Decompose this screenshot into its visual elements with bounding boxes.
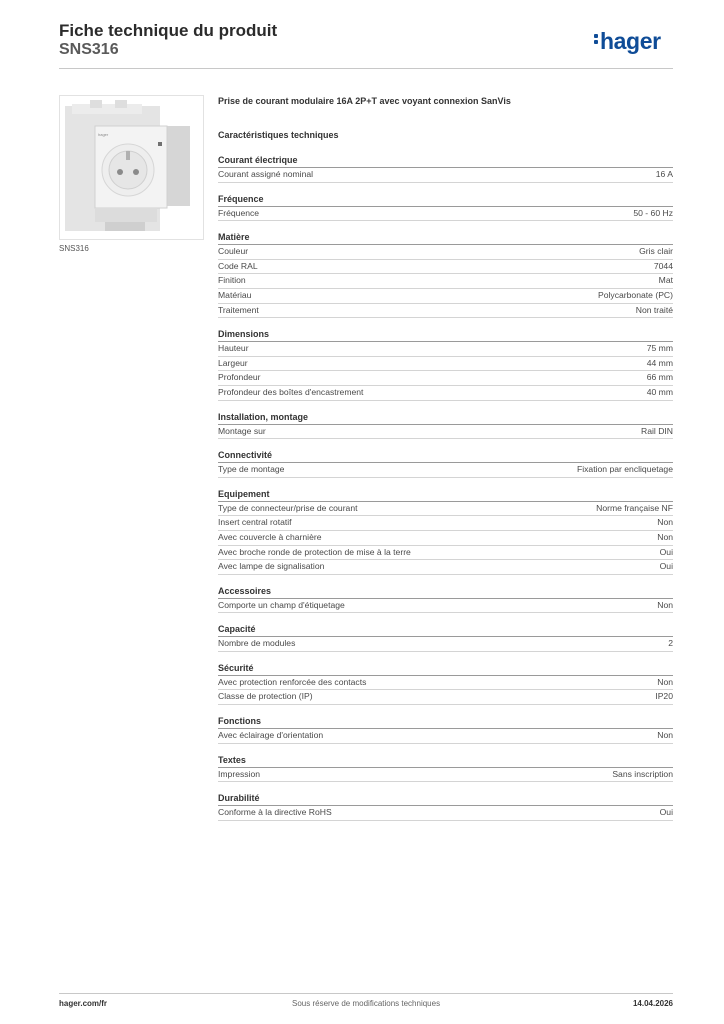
module-brand-label: hager (98, 132, 109, 137)
spec-row (218, 690, 673, 705)
spec-row (218, 768, 673, 783)
spec-group-title: Accessoires (218, 585, 673, 599)
specs-title: Caractéristiques techniques (218, 130, 339, 140)
spec-group-title: Textes (218, 754, 673, 768)
spec-label: Code RAL (218, 260, 258, 271)
product-description: Prise de courant modulaire 16A 2P+T avec voyant connexion SanVis (218, 96, 511, 106)
spec-row (218, 289, 673, 304)
spec-group (218, 328, 673, 400)
spec-group (218, 623, 673, 652)
spec-group (218, 585, 673, 614)
spec-row (218, 531, 673, 546)
spec-value: Mat (658, 275, 673, 286)
spec-label: Largeur (218, 357, 248, 368)
spec-row (218, 806, 673, 821)
spec-row (218, 357, 673, 372)
spec-label: Couleur (218, 246, 249, 257)
spec-row (218, 560, 673, 575)
spec-row (218, 502, 673, 517)
spec-group (218, 754, 673, 783)
spec-group-title: Dimensions (218, 328, 673, 342)
specs-table (218, 154, 673, 831)
spec-row (218, 425, 673, 440)
spec-row (218, 676, 673, 691)
spec-row (218, 245, 673, 260)
footer-website-link[interactable]: hager.com/fr (59, 999, 108, 1008)
spec-group (218, 662, 673, 705)
spec-label: Type de connecteur/prise de courant (218, 502, 358, 513)
spec-value: Non (657, 517, 673, 528)
spec-label: Avec protection renforcée des contacts (218, 676, 367, 687)
spec-label: Fréquence (218, 207, 260, 218)
spec-label: Nombre de modules (218, 638, 296, 649)
spec-value: Gris clair (639, 246, 673, 257)
spec-group-title: Sécurité (218, 662, 673, 676)
spec-label: Classe de protection (IP) (218, 691, 313, 702)
footer-disclaimer: Sous réserve de modifications techniques (292, 999, 441, 1008)
spec-label: Impression (218, 768, 261, 779)
spec-label: Insert central rotatif (218, 517, 292, 528)
spec-value: 44 mm (646, 357, 673, 368)
spec-value: 2 (668, 638, 673, 649)
spec-row (218, 304, 673, 319)
spec-value: 40 mm (646, 386, 673, 397)
spec-label: Avec broche ronde de protection de mise à la terre (218, 546, 411, 557)
spec-group-title: Installation, montage (218, 411, 673, 425)
spec-label: Hauteur (218, 343, 249, 354)
spec-value: 16 A (655, 169, 673, 179)
spec-group-title: Connectivité (218, 449, 673, 463)
hager-logo (594, 28, 661, 55)
spec-row (218, 274, 673, 289)
spec-row (218, 729, 673, 744)
spec-group (218, 715, 673, 744)
spec-value: Polycarbonate (PC) (598, 289, 673, 300)
spec-value: Non traité (635, 304, 673, 315)
spec-label: Conforme à la directive RoHS (218, 807, 332, 818)
spec-label: Traitement (218, 304, 259, 315)
spec-group-title: Durabilité (218, 792, 673, 806)
spec-label: Avec couvercle à charnière (218, 531, 322, 542)
socket-module-icon (60, 96, 203, 239)
spec-value: IP20 (655, 691, 673, 702)
product-image (59, 95, 204, 240)
spec-value: Non (657, 599, 673, 610)
spec-label: Profondeur des boîtes d'encastrement (218, 386, 364, 397)
spec-label: Courant assigné nominal (218, 169, 314, 179)
spec-value: 66 mm (646, 372, 673, 383)
spec-group-title: Fonctions (218, 715, 673, 729)
spec-row (218, 463, 673, 478)
spec-group (218, 411, 673, 440)
spec-value: Norme française NF (596, 502, 673, 513)
spec-value: Sans inscription (612, 768, 673, 779)
product-reference: SNS316 (59, 41, 119, 58)
spec-value: Oui (659, 561, 673, 572)
spec-value: Non (657, 730, 673, 741)
spec-label: Montage sur (218, 425, 266, 436)
spec-group (218, 154, 673, 183)
spec-row (218, 342, 673, 357)
spec-row (218, 260, 673, 275)
spec-row (218, 207, 673, 222)
image-caption: SNS316 (59, 244, 89, 253)
spec-group-title: Matière (218, 231, 673, 245)
spec-group (218, 193, 673, 222)
spec-group-title: Courant électrique (218, 154, 673, 168)
logo-text: hager (600, 28, 661, 54)
spec-row (218, 516, 673, 531)
spec-value: Non (657, 676, 673, 687)
spec-value: 50 - 60 Hz (633, 207, 673, 218)
spec-group (218, 231, 673, 318)
spec-label: Finition (218, 275, 246, 286)
spec-label: Profondeur (218, 372, 261, 383)
spec-row (218, 371, 673, 386)
spec-label: Avec lampe de signalisation (218, 561, 325, 572)
spec-group (218, 792, 673, 821)
spec-value: Oui (659, 807, 673, 818)
spec-value: Non (657, 531, 673, 542)
spec-label: Comporte un champ d'étiquetage (218, 599, 345, 610)
spec-group (218, 488, 673, 575)
spec-label: Avec éclairage d'orientation (218, 730, 324, 741)
spec-group-title: Capacité (218, 623, 673, 637)
footer-date: 14.04.2026 (632, 999, 673, 1008)
spec-row (218, 168, 673, 183)
spec-row (218, 386, 673, 401)
spec-value: Rail DIN (641, 425, 673, 436)
spec-row (218, 637, 673, 652)
spec-value: Fixation par encliquetage (576, 464, 673, 475)
spec-label: Matériau (218, 289, 252, 300)
spec-row (218, 546, 673, 561)
spec-group (218, 449, 673, 478)
spec-value: Oui (659, 546, 673, 557)
page-title: Fiche technique du produit (59, 21, 278, 40)
spec-label: Type de montage (218, 464, 285, 475)
spec-row (218, 599, 673, 614)
header-divider (59, 68, 673, 69)
footer-divider (59, 993, 673, 994)
spec-group-title: Fréquence (218, 193, 673, 207)
logo-dots-icon (594, 32, 598, 46)
spec-value: 7044 (653, 260, 673, 271)
spec-value: 75 mm (646, 343, 673, 354)
spec-group-title: Equipement (218, 488, 673, 502)
